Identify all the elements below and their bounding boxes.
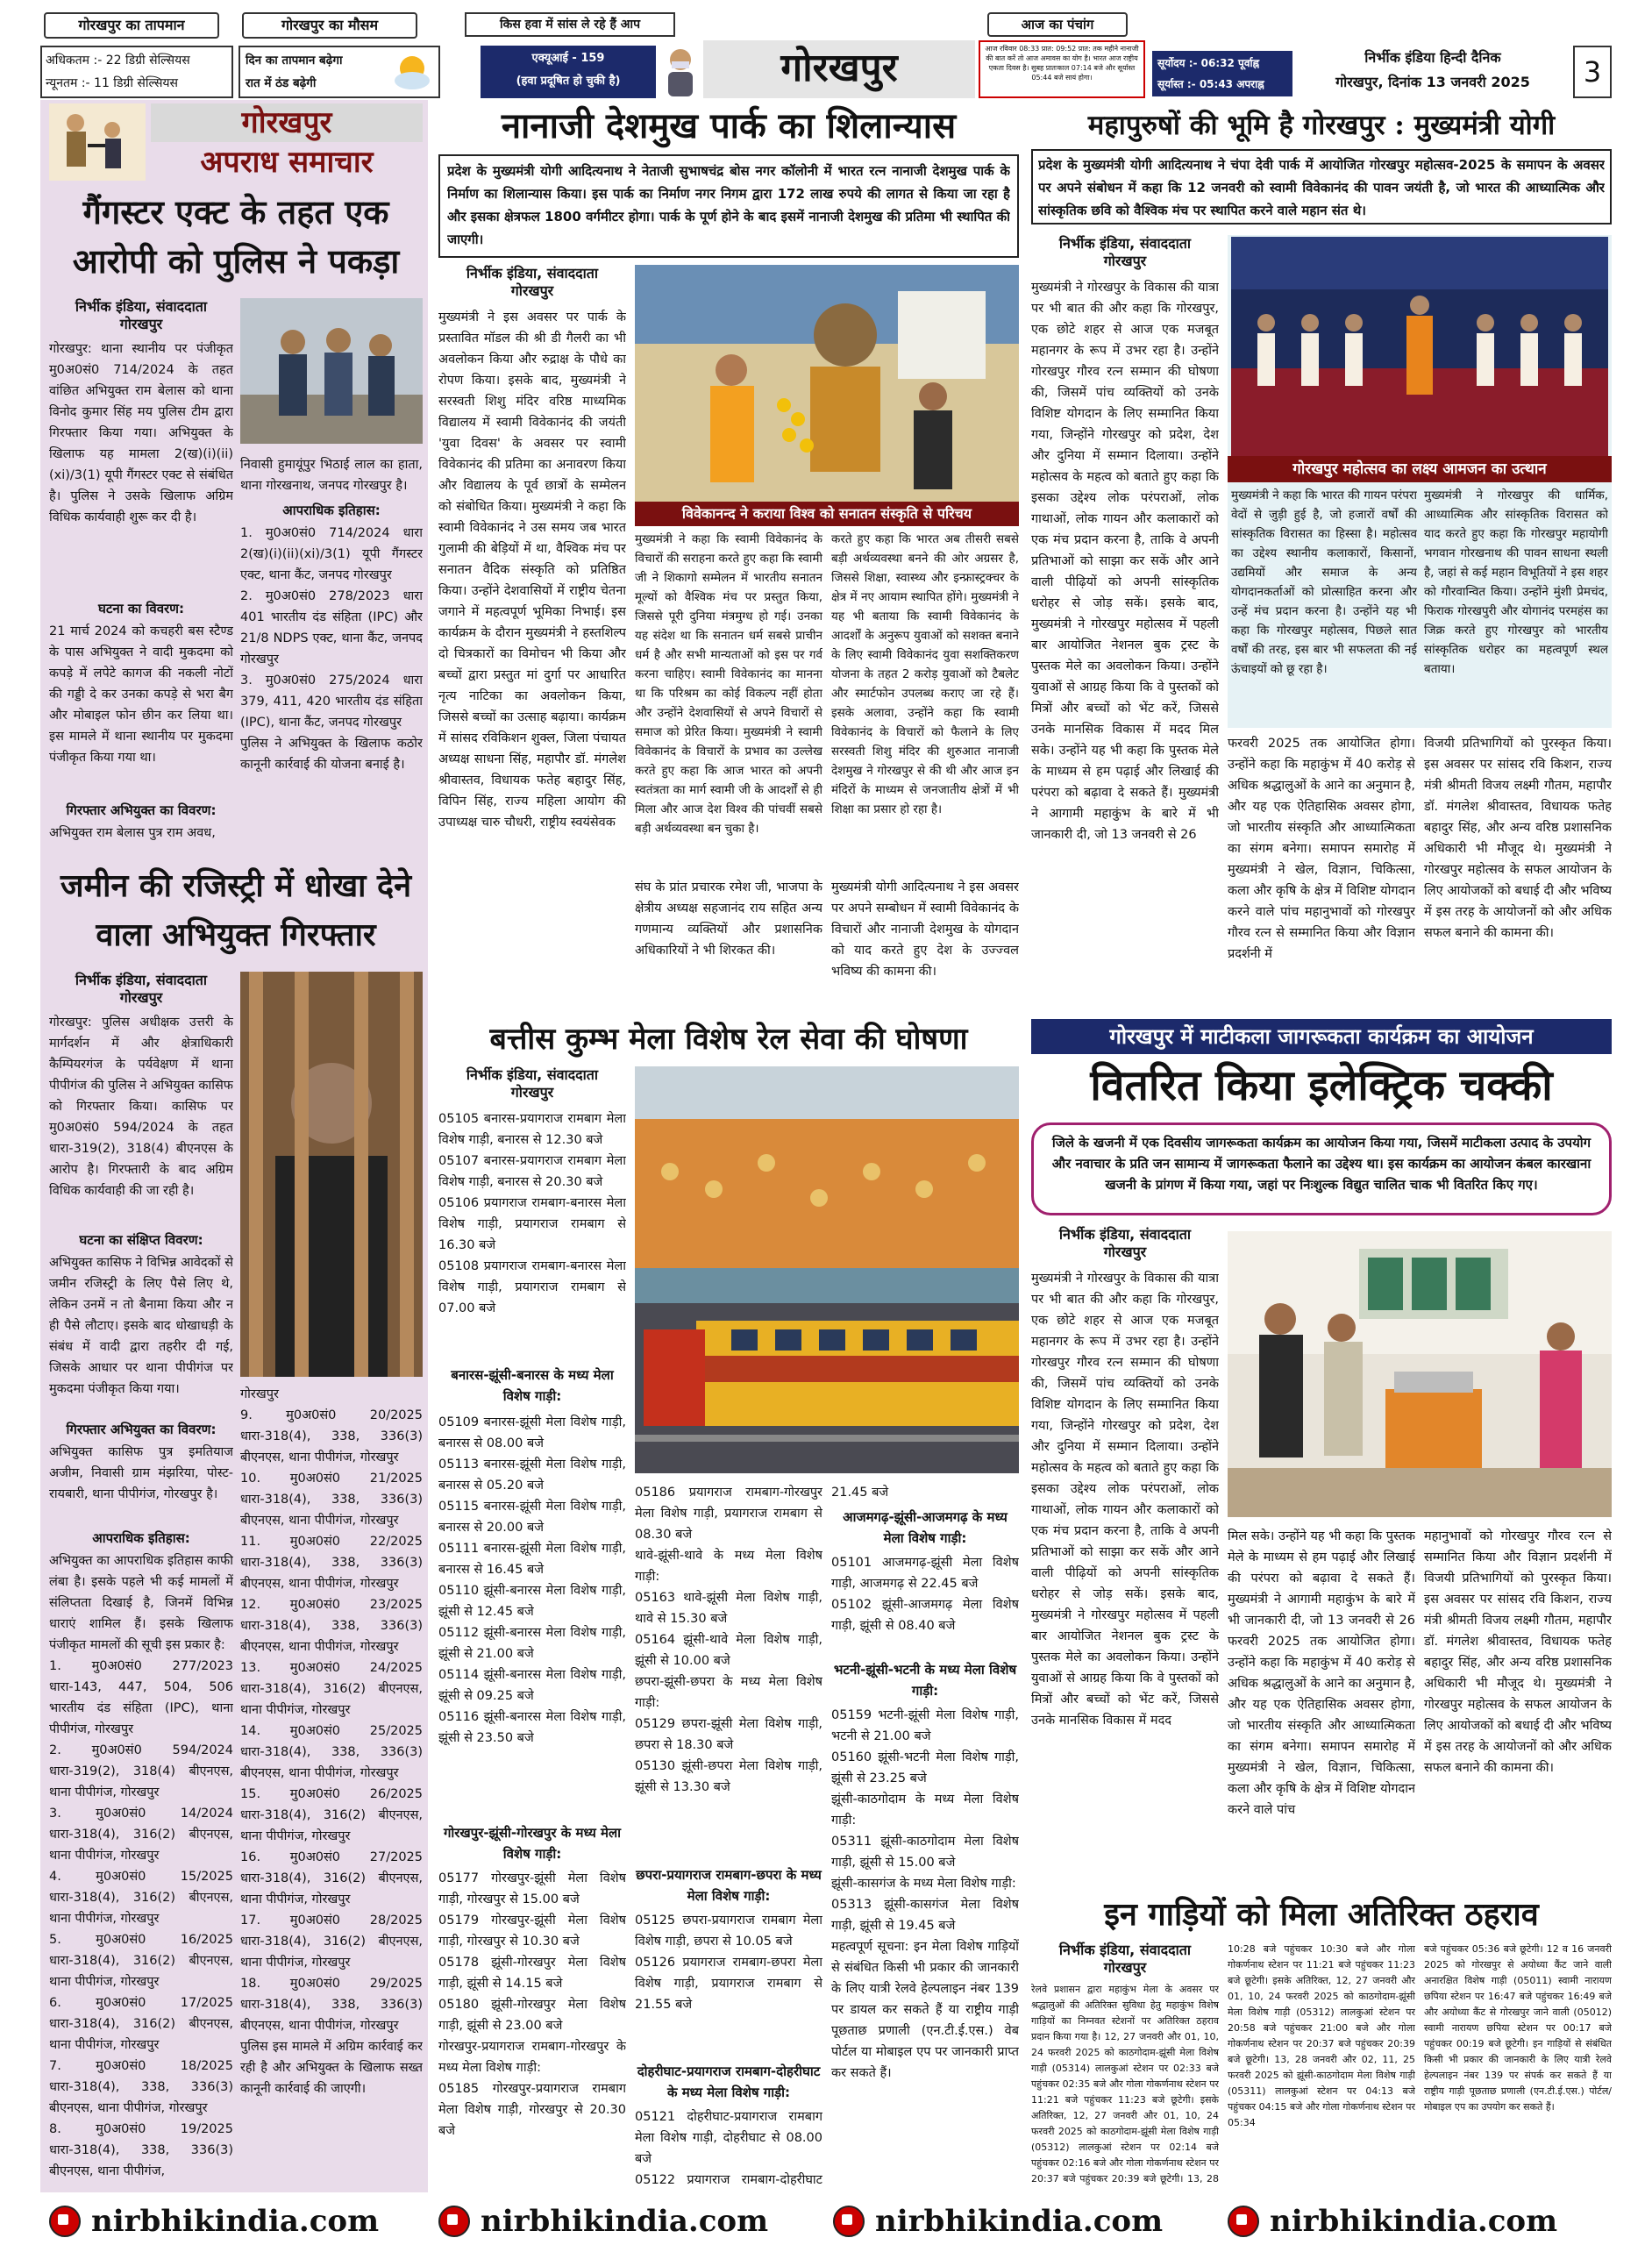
rail-sub1: बनारस-झूंसी-बनारस के मध्य मेला विशेष गाड़ी: bbox=[451, 1367, 614, 1404]
aqi-title: किस हवा में सांस ले रहे हैं आप bbox=[465, 12, 675, 37]
rail-sub6: भटनी-झूंसी-भटनी के मध्य मेला विशेष गाड़ी: bbox=[833, 1662, 1017, 1699]
crime-banner-line2: अपराध समाचार bbox=[200, 145, 374, 180]
rail-headline: बत्तीस कुम्भ मेला विशेष रेल सेवा की घोषणा bbox=[489, 1022, 968, 1057]
mask-person-icon bbox=[661, 46, 700, 98]
rail-col2b: 05125 छपरा-प्रयागराज रामबाग मेला विशेष गाड़ी, छपरा से 10.05 बजे 05126 प्रयागराज रामबाग-छपरा मेला विशेष गाड़ी, प्रयागराज रामबाग से 21.55 बजे bbox=[635, 1914, 822, 2012]
rail-col1: 05105 बनारस-प्रयागराज रामबाग मेला विशेष गाड़ी, बनारस से 12.30 बजे 05107 बनारस-प्रयागराज रामबाग मेला विशेष गाड़ी, बनारस से 20.30 बजे 05106 प्रयागराज रामबाग-बनारस मेला विशेष गाड़ी, प्रयागराज रामबाग से 16.30 बजे 05108 प्रयागराज रामबाग-बनारस मेला विशेष गाड़ी, प्रयागराज रामबाग से 07.00 बजे bbox=[438, 1112, 626, 1315]
yogi-col2b: फरवरी 2025 तक आयोजित होगा। उन्होंने कहा कि महाकुंभ में 40 करोड़ से अधिक श्रद्धालुओं के आने का अनुमान है, और यह एक ऐतिहासिक अवसर होगा, जो भारतीय संस्कृति और आध्यात्मिकता का संगम बनेगा। समापन समारोह में मुख्यमंत्री ने खेल, विज्ञान, चिकित्सा, कला और कृषि के क्षेत्र में विशिष्ट योगदान करने वाले पांच महानुभावों को गोरखपुर गौरव रत्न से सम्मानित किया और विज्ञान प्रदर्शनी में bbox=[1228, 737, 1415, 961]
crime-headline-2: जमीन की रजिस्ट्री में धोखा देने वाला अभियुक्त गिरफ्तार bbox=[60, 867, 412, 953]
chakki-summary: जिले के खजनी में एक दिवसीय जागरूकता कार्यक्रम का आयोजन किया गया, जिसमें माटीकला उत्पाद के उपयोग और नवाचार के प्रति जन सामान्य में जागरूकता फैलाने का उद्देश्य था। इस कार्यक्रम का आयोजन कंबल कारखाना खजनी के प्रांगण में किया गया, जहां पर निःशुल्क विद्युत चालित चाक भी वितरित किए गए। bbox=[1051, 1135, 1591, 1193]
masthead bbox=[40, 11, 1612, 98]
footer-url: nirbhikindia.com bbox=[481, 2203, 769, 2239]
nanaji-col3b: मुख्यमंत्री योगी आदित्यनाथ ने इस अवसर पर अपने सम्बोधन में स्वामी विवेकानंद के विचारों और नानाजी देशमुख के योगदान को याद करते हुए देश के उज्ज्वल भविष्य की कामना की। bbox=[831, 880, 1019, 979]
temp-box bbox=[40, 46, 233, 98]
chakki-byline bbox=[1031, 1226, 1219, 1265]
chakki-kicker: गोरखपुर में माटीकला जागरूकता कार्यक्रम का आयोजन bbox=[1031, 1019, 1612, 1054]
crime-1-accused: अभियुक्त राम बेलास पुत्र राम अवध, bbox=[49, 826, 216, 840]
byline-place: गोरखपुर bbox=[1103, 253, 1147, 269]
crime-2-accused-title: गिरफ्तार अभियुक्त का विवरण: bbox=[66, 1422, 217, 1437]
rail-photo bbox=[635, 1066, 1019, 1473]
halt-byline bbox=[1031, 1942, 1219, 1980]
yogi-col3: मुख्यमंत्री ने गोरखपुर की धार्मिक, आध्यात्मिक और सांस्कृतिक विरासत को याद करते हुए कहा कि गोरखपुर महायोगी भगवान गोरखनाथ की पावन साधना स्थली है, जहां से कई महान विभूतियों ने इस शहर को गौरवान्वित किया। उन्होंने मुंशी प्रेमचंद, फिराक गोरखपुरी और योगानंद परमहंस का जिक्र करते हुए गोरखपुर को भारतीय सांस्कृतिक धरोहर का महत्वपूर्ण स्थल बताया। bbox=[1424, 488, 1608, 676]
halt-col3: बजे पहुंचकर 05:36 बजे छूटेगी। 12 व 16 जनवरी 2025 को गोरखपुर से अयोध्या कैंट जाने वाली अनारक्षित विशेष गाड़ी (05011) स्वामी नारायण छपिया स्टेशन पर 16:47 बजे पहुंचकर 16:49 बजे और अयोध्या कैंट से गोरखपुर जाने वाली (05012) स्वामी नारायण छपिया स्टेशन पर 00:17 बजे पहुंचकर 00:19 बजे छूटेगी। इन गाड़ियों से संबंधित किसी भी प्रकार की जानकारी के लिए यात्री रेलवे हेल्पलाइन नंबर 139 पर संपर्क कर सकते हैं या राष्ट्रीय गाड़ी पूछताछ प्रणाली (एन.टी.ई.एस.) पोर्टल/मोबाइल एप का उपयोग कर सकते हैं। bbox=[1424, 1943, 1612, 2113]
crime-1-history: 1. मु0अ0सं0 714/2024 धारा 2(ख)(i)(ii)(xi)/3(1) यूपी गैंगस्टर एक्ट, थाना कैंट, जनपद गोरखपुर 2. मु0अ0सं0 278/2023 धारा 401 भारतीय दंड संहिता (IPC) और 21/8 NDPS एक्ट, थाना कैंट, जनपद गोरखपुर 3. मु0अ0सं0 275/2024 धारा 379, 411, 420 भारतीय दंड संहिता (IPC), थाना कैंट, जनपद गोरखपुर पुलिस ने अभियुक्त के खिलाफ कठोर कानूनी कार्रवाई की योजना बनाई है। bbox=[240, 526, 423, 772]
footer-site-3[interactable] bbox=[833, 2197, 1184, 2245]
press-logo-icon bbox=[438, 2206, 470, 2237]
crime-2-byline bbox=[49, 972, 233, 1010]
sun-times bbox=[1152, 51, 1292, 96]
nanaji-byline bbox=[438, 265, 626, 303]
crime-2-photo bbox=[240, 972, 423, 1377]
weather-line2: रात में ठंड बढ़ेगी bbox=[246, 76, 317, 90]
yogi-col1: मुख्यमंत्री ने गोरखपुर के विकास की यात्रा पर भी बात की और कहा कि गोरखपुर, एक छोटे शहर से आज एक मजबूत महानगर के रूप में उभर रहा है। उन्होंने गोरखपुर गौरव रत्न सम्मान की घोषणा की, जिसमें पांच व्यक्तियों को उनके विशिष्ट योगदान के लिए सम्मानित किया गया, जिन्होंने गोरखपुर को प्रदेश, देश और दुनिया में सम्मान दिलाया। उन्होंने महोत्सव के महत्व को बताते हुए कहा कि इसका उद्देश्य लोक परंपराओं, लोक गाथाओं, लोक गायन और कलाकारों को एक मंच प्रदान करना है, ताकि वे अपनी प्रतिभाओं को साझा कर सकें और आने वाली पीढ़ियों को अपनी सांस्कृतिक धरोहर से जोड़ सकें। इसके बाद, मुख्यमंत्री ने गोरखपुर महोत्सव में पहली बार आयोजित नेशनल बुक ट्रस्ट के पुस्तक मेले का अवलोकन किया। उन्होंने युवाओं से आग्रह किया कि वे पुस्तकों को मित्रों और बच्चों को भेंट करें, जिससे उनके मानसिक विकास में मदद मिल सके। उन्होंने यह भी कहा कि पुस्तक मेले के माध्यम से हम पढ़ाई और लिखाई की परंपरा को बढ़ावा दे सकते हैं। मुख्यमंत्री ने आगामी महाकुंभ के बारे में भी जानकारी दी, जो 13 जनवरी से 26 bbox=[1031, 281, 1219, 842]
crime-2-history-title: आपराधिक इतिहास: bbox=[92, 1530, 190, 1546]
press-logo-icon bbox=[1228, 2206, 1259, 2237]
crime-1-byline bbox=[49, 298, 233, 337]
nanaji-col3: करते हुए कहा कि भारत अब तीसरी सबसे बड़ी अर्थव्यवस्था बनने की ओर अग्रसर है, जिससे शिक्षा, स्वास्थ्य और इन्फ्रास्ट्रक्चर के क्षेत्र में नए आयाम स्थापित होंगे। मुख्यमंत्री ने यह भी बताया कि स्वामी विवेकानंद के आदर्शों के अनुरूप युवाओं को सशक्त बनाने के लिए स्वामी विवेकानंद युवा सशक्तिकरण योजना के तहत 2 करोड़ युवाओं को टैबलेट और स्मार्टफोन उपलब्ध कराए जा रहे हैं। इसके अलावा, उन्होंने कहा कि स्वामी विवेकानंद के विचारों को फैलाने के लिए सरस्वती शिशु मंदिर की शुरुआत नानाजी देशमुख ने गोरखपुर से की थी और आज इन मंदिरों के माध्यम से जनजातीय क्षेत्रों में भी शिक्षा का प्रसार हो रहा है। bbox=[831, 532, 1019, 816]
rail-sub4: दोहरीघाट-प्रयागराज रामबाग-दोहरीघाट के मध्य मेला विशेष गाड़ी: bbox=[637, 2063, 821, 2100]
crime-headline-1: गैंगस्टर एक्ट के तहत एक आरोपी को पुलिस ने पकड़ा bbox=[72, 192, 400, 281]
weather-title: गोरखपुर का मौसम bbox=[242, 12, 417, 39]
paper-meta bbox=[1301, 46, 1564, 98]
footer-url: nirbhikindia.com bbox=[91, 2203, 380, 2239]
crime-1-body: गोरखपुर: थाना स्थानीय पर पंजीकृत मु0अ0सं0 714/2024 के तहत वांछित अभियुक्त राम बेलास को थाना विनोद कुमार सिंह मय पुलिस टीम द्वारा गिरफ्तार किया गया। अभियुक्त के खिलाफ यह मामला 2(ख)(i)(ii)(xi)/3(1) यूपी गैंगस्टर एक्ट से संबंधित है। पुलिस ने उसके खिलाफ अग्रिम विधिक कार्यवाही शुरू कर दी है। bbox=[49, 342, 233, 524]
nanaji-col2b: संघ के प्रांत प्रचारक रमेश जी, भाजपा के क्षेत्रीय अध्यक्ष सहजानंद राय सहित अन्य गणमान्य व्यक्तियों और प्रशासनिक अधिकारियों ने भी शिरकत की। bbox=[635, 880, 822, 958]
halt-headline: इन गाड़ियों को मिला अतिरिक्त ठहराव bbox=[1104, 1896, 1539, 1933]
dateline: गोरखपुर, दिनांक 13 जनवरी 2025 bbox=[1335, 74, 1530, 90]
crime-1-event: 21 मार्च 2024 को कचहरी बस स्टैण्ड के पास अभियुक्त ने वादी मुकदमा को कपड़े में लपेटे कागज की नकली नोटों की गड्डी दे कर उनका कपड़े से भरा बैग और मोबाइल फोन छीन कर लिया था। इस मामले में थाना स्थानीय पर मुकदमा पंजीकृत किया गया था। bbox=[49, 624, 233, 765]
byline-place: गोरखपुर bbox=[1103, 1244, 1147, 1260]
sunrise: सूर्योदय :- 06:32 पूर्वाह्न bbox=[1157, 57, 1260, 69]
police-illustration bbox=[49, 103, 146, 181]
page-number: 3 bbox=[1573, 46, 1612, 98]
yogi-photo bbox=[1231, 237, 1608, 456]
chakki-col2: मिल सके। उन्होंने यह भी कहा कि पुस्तक मेले के माध्यम से हम पढ़ाई और लिखाई की परंपरा को बढ़ावा दे सकते हैं। मुख्यमंत्री ने आगामी महाकुंभ के बारे में भी जानकारी दी, जो 13 जनवरी से 26 फरवरी 2025 तक आयोजित होगा। उन्होंने कहा कि महाकुंभ में 40 करोड़ से अधिक श्रद्धालुओं के आने का अनुमान है, और यह एक ऐतिहासिक अवसर होगा, जो भारतीय संस्कृति और आध्यात्मिकता का संगम बनेगा। समापन समारोह में मुख्यमंत्री ने खेल, विज्ञान, चिकित्सा, कला और कृषि के क्षेत्र में विशिष्ट योगदान करने वाले पांच bbox=[1228, 1529, 1415, 1817]
footer-site-4[interactable] bbox=[1228, 2197, 1596, 2245]
byline-source: निर्भीक इंडिया, संवाददाता bbox=[75, 298, 208, 315]
min-label: न्यूनतम :- bbox=[46, 76, 90, 90]
crime-2-history: अभियुक्त का आपराधिक इतिहास काफी लंबा है। इसके पहले भी कई मामलों में संलिप्तता दिखाई है, जिनमें विभिन्न धाराएं शामिल हैं। इसके खिलाफ पंजीकृत मामलों की सूची इस प्रकार है: 1. मु0अ0सं0 277/2023 धारा-143, 447, 504, 506 भारतीय दंड संहिता (IPC), थाना पीपीगंज, गोरखपुर 2. मु0अ0सं0 594/2024 धारा-319(2), 318(4) बीएनएस, थाना पीपीगंज, गोरखपुर 3. मु0अ0सं0 14/2024 धारा-318(4), 316(2) बीएनएस, थाना पीपीगंज, गोरखपुर 4. मु0अ0सं0 15/2025 धारा-318(4), 316(2) बीएनएस, थाना पीपीगंज, गोरखपुर 5. मु0अ0सं0 16/2025 धारा-318(4), 316(2) बीएनएस, थाना पीपीगंज, गोरखपुर 6. मु0अ0सं0 17/2025 धारा-318(4), 316(2) बीएनएस, थाना पीपीगंज, गोरखपुर 7. मु0अ0सं0 18/2025 धारा-318(4), 338, 336(3) बीएनएस, थाना पीपीगंज, गोरखपुर 8. मु0अ0सं0 19/2025 धारा-318(4), 338, 336(3) बीएनएस, थाना पीपीगंज, bbox=[49, 1554, 233, 2178]
rail-sub5: आजमगढ़-झूंसी-आजमगढ़ के मध्य मेला विशेष गाड़ी: bbox=[843, 1509, 1008, 1546]
byline-source: निर्भीक इंडिया, संवाददाता bbox=[1058, 1226, 1192, 1243]
yogi-summary: प्रदेश के मुख्यमंत्री योगी आदित्यनाथ ने चंपा देवी पार्क में आयोजित गोरखपुर महोत्सव-2025 के समापन के अवसर पर अपने संबोधन में कहा कि 12 जनवरी को स्वामी विवेकानंद की पावन जयंती है, जो भारत की आध्यात्मिक और सांस्कृतिक छवि को वैश्विक मंच पर स्थापित करने वाले महान संत थे। bbox=[1038, 157, 1605, 218]
byline-source: निर्भीक इंडिया, संवाददाता bbox=[75, 972, 208, 988]
footer-url: nirbhikindia.com bbox=[1270, 2203, 1558, 2239]
nanaji-col1: मुख्यमंत्री ने इस अवसर पर पार्क के प्रस्तावित मॉडल की श्री डी गैलरी का भी अवलोकन किया और रुद्राक्ष के पौधे का रोपण किया। इसके बाद, मुख्यमंत्री ने सरस्वती शिशु मंदिर वरिष्ठ माध्यमिक विद्यालय में स्वामी विवेकानंद की जयंती 'युवा दिवस' के अवसर पर स्वामी विवेकानंद की प्रतिमा का अनावरण किया और विद्यालय के पूर्व छात्रों के सम्मेलन को संबोधित किया। मुख्यमंत्री ने कहा कि स्वामी विवेकानंद ने उस समय जब भारत गुलामी की बेड़ियों में था, वैश्विक मंच पर सनातन वैदिक संस्कृति को प्रतिष्ठित किया। उन्होंने देशवासियों में राष्ट्रीय चेतना जगाने में महत्वपूर्ण भूमिका निभाई। इस कार्यक्रम के दौरान मुख्यमंत्री ने हस्तशिल्प दो चित्रकारों का विमोचन भी किया और बच्चों द्वारा प्रस्तुत मां दुर्गा पर आधारित नृत्य नाटिका का अवलोकन किया, जिससे बच्चों का उत्साह बढ़ाया। कार्यक्रम में सांसद रविकिशन शुक्ल, जिला पंचायत अध्यक्ष साधना सिंह, महापौर डॉ. मंगलेश श्रीवास्तव, विधायक फतेह बहादुर सिंह, विपिन सिंह, राज्य महिला आयोग की उपाध्यक्ष चारु चौधरी, राष्ट्रीय स्वयंसेवक bbox=[438, 310, 626, 830]
nanaji-summary-box bbox=[438, 154, 1019, 258]
byline-place: गोरखपुर bbox=[1103, 1959, 1147, 1976]
weather-line1: दिन का तापमान बढ़ेगा bbox=[246, 53, 343, 68]
byline-place: गोरखपुर bbox=[119, 989, 163, 1006]
yogi-summary-box bbox=[1031, 149, 1612, 224]
temp-box-title: गोरखपुर का तापमान bbox=[44, 12, 219, 39]
byline-place: गोरखपुर bbox=[510, 1084, 554, 1101]
rail-sub2: गोरखपुर-झूंसी-गोरखपुर के मध्य मेला विशेष गाड़ी: bbox=[443, 1825, 622, 1862]
max-value: 22 डिग्री सेल्सियस bbox=[105, 53, 190, 68]
crime-2-history-continued: गोरखपुर 9. मु0अ0सं0 20/2025 धारा-318(4), 338, 336(3) बीएनएस, थाना पीपीगंज, गोरखपुर 10. मु0अ0सं0 21/2025 धारा-318(4), 338, 336(3) बीएनएस, थाना पीपीगंज, गोरखपुर 11. मु0अ0सं0 22/2025 धारा-318(4), 338, 336(3) बीएनएस, थाना पीपीगंज, गोरखपुर 12. मु0अ0सं0 23/2025 धारा-318(4), 338, 336(3) बीएनएस, थाना पीपीगंज, गोरखपुर 13. मु0अ0सं0 24/2025 धारा-318(4), 316(2) बीएनएस, थाना पीपीगंज, गोरखपुर 14. मु0अ0सं0 25/2025 धारा-318(4), 338, 336(3) बीएनएस, थाना पीपीगंज, गोरखपुर 15. मु0अ0सं0 26/2025 धारा-318(4), 316(2) बीएनएस, थाना पीपीगंज, गोरखपुर 16. मु0अ0सं0 27/2025 धारा-318(4), 316(2) बीएनएस, थाना पीपीगंज, गोरखपुर 17. मु0अ0सं0 28/2025 धारा-318(4), 316(2) बीएनएस, थाना पीपीगंज, गोरखपुर 18. मु0अ0सं0 29/2025 धारा-318(4), 338, 336(3) बीएनएस, थाना पीपीगंज, गोरखपुर पुलिस इस मामले में अग्रिम कार्रवाई कर रही है और अभियुक्त के खिलाफ सख्त कानूनी कार्रवाई की जाएगी। bbox=[240, 1387, 423, 2096]
yogi-headline: महापुरुषों की भूमि है गोरखपुर : मुख्यमंत्री योगी bbox=[1087, 110, 1556, 141]
rail-col1c: 05177 गोरखपुर-झूंसी मेला विशेष गाड़ी, गोरखपुर से 15.00 बजे 05179 गोरखपुर-झूंसी मेला विशेष गाड़ी, गोरखपुर से 10.30 बजे 05178 झूंसी-गोरखपुर मेला विशेष गाड़ी, झूंसी से 14.15 बजे 05180 झूंसी-गोरखपुर मेला विशेष गाड़ी, झूंसी से 23.00 बजे गोरखपुर-प्रयागराज रामबाग-गोरखपुर के मध्य मेला विशेष गाड़ी: 05185 गोरखपुर-प्रयागराज रामबाग मेला विशेष गाड़ी, गोरखपुर से 20.30 बजे bbox=[438, 1871, 626, 2138]
rail-col3: 21.45 बजे bbox=[831, 1486, 889, 1500]
rail-sub3: छपरा-प्रयागराज रामबाग-छपरा के मध्य मेला विशेष गाड़ी: bbox=[636, 1867, 822, 1904]
rail-col2c: 05121 दोहरीघाट-प्रयागराज रामबाग मेला विशेष गाड़ी, दोहरीघाट से 08.00 बजे 05122 प्रयागराज रामबाग-दोहरीघाट bbox=[635, 2110, 822, 2187]
rail-byline bbox=[438, 1066, 626, 1105]
byline-source: निर्भीक इंडिया, संवाददाता bbox=[466, 1066, 599, 1083]
halt-col1: रेलवे प्रशासन द्वारा महाकुंभ मेला के अवसर पर श्रद्धालुओं की अतिरिक्त सुविधा हेतु महाकुंभ विशेष गाड़ियों का निम्नवत स्टेशनों पर अतिरिक्त ठहराव प्रदान किया गया है। 12, 27 जनवरी और 01, 10, 24 फरवरी 2025 को काठगोदाम-झूंसी मेला विशेष गाड़ी (05314) लालकुआं स्टेशन पर 02:33 बजे पहुंचकर 02:35 बजे और गोला गोकर्णनाथ स्टेशन पर 11:21 बजे पहुंचकर 11:23 बजे छूटेगी। इसके अतिरिक्त, 12, 27 जनवरी और 01, 10, 24 फरवरी 2025 को काठगोदाम-झूंसी मेला विशेष गाड़ी (05312) लालकुआं स्टेशन पर 02:14 बजे पहुंचकर 02:16 बजे और गोला गोकर्णनाथ स्टेशन पर 20:37 बजे पहुंचकर 20:39 बजे छूटेगी। 13, 28 bbox=[1031, 1984, 1219, 2184]
nanaji-photo bbox=[635, 265, 1019, 503]
crime-1-accused-title: गिरफ्तार अभियुक्त का विवरण: bbox=[66, 802, 217, 818]
chakki-photo bbox=[1228, 1231, 1612, 1517]
crime-1-event-title: घटना का विवरण: bbox=[97, 601, 185, 616]
byline-place: गोरखपुर bbox=[119, 316, 163, 332]
chakki-headline: वितरित किया इलेक्ट्रिक चक्की bbox=[1090, 1061, 1553, 1110]
crime-2-body: गोरखपुर: पुलिस अधीक्षक उत्तरी के मार्गदर्शन में और क्षेत्राधिकारी कैम्पियरगंज के पर्यवेक्षण में थाना पीपीगंज की पुलिस ने अभियुक्त कासिफ को गिरफ्तार किया। कासिफ पर मु0अ0सं0 594/2024 के तहत धारा-319(2), 318(4) बीएनएस के आरोप है। गिरफ्तारी के बाद अग्रिम विधिक कार्यवाही की जा रही है। bbox=[49, 1016, 233, 1198]
crime-2-event: अभियुक्त कासिफ ने विभिन्न आवेदकों से जमीन रजिस्ट्री के लिए पैसे लिए थे, लेकिन उनमें न तो बैनामा किया और न ही पैसे लौटाए। इसके बाद धोखाधड़ी के संबंध में वादी द्वारा तहरीर दी गई, जिसके आधार पर थाना पीपीगंज पर मुकदमा पंजीकृत किया गया। bbox=[49, 1256, 233, 1396]
crime-1-photo-caption: निवासी हुमायूंपुर भिठाई लाल का हाता, थाना गोरखनाथ, जनपद गोरखपुर है। bbox=[240, 458, 423, 493]
footer-site-2[interactable] bbox=[438, 2197, 789, 2245]
nanaji-col2: मुख्यमंत्री ने कहा कि स्वामी विवेकानंद के विचारों की सराहना करते हुए कहा कि स्वामी जी ने शिकागो सम्मेलन में भारतीय सनातन मूल्यों को वैश्विक मंच पर प्रस्तुत किया, जिससे पूरी दुनिया मंत्रमुग्ध हो गई। उनका यह संदेश था कि सनातन धर्म सबसे प्राचीन धर्म है और सभी मान्यताओं को इस पर गर्व करना चाहिए। स्वामी विवेकानंद का मानना था कि परिश्रम का कोई विकल्प नहीं होता और उन्होंने देशवासियों से अपने विचारों से समाज को प्रेरित किया। मुख्यमंत्री ने स्वामी विवेकानंद के विचारों के प्रभाव का उल्लेख करते हुए कहा कि आज भारत को अपनी स्वतंत्रता का मार्ग स्वामी जी के आदर्शों से ही मिला और आज देश विश्व की पांचवीं सबसे बड़ी अर्थव्यवस्था बन चुका है। bbox=[635, 532, 822, 836]
byline-place: गोरखपुर bbox=[510, 282, 554, 299]
panchang-title: आज का पंचांग bbox=[987, 12, 1128, 37]
crime-1-photo bbox=[240, 298, 423, 444]
nanaji-summary: प्रदेश के मुख्यमंत्री योगी आदित्यनाथ ने नेताजी सुभाषचंद्र बोस नगर कॉलोनी में भारत रत्न नानाजी देशमुख पार्क के निर्माण का शिलान्यास किया। इस पार्क का निर्माण नगर निगम द्वारा 172 लाख रुपये की लागत से किया जा रहा है और इसका क्षेत्रफल 1800 वर्गमीटर होगा। पार्क के पूर्ण होने के बाद इसमें नानाजी देशमुख की प्रतिमा भी स्थापित की जाएगी। bbox=[447, 163, 1010, 247]
crime-1-history-title: आपराधिक इतिहास: bbox=[282, 502, 381, 518]
paper-name: निर्भीक इंडिया हिन्दी दैनिक bbox=[1364, 49, 1501, 66]
rail-col3b: 05101 आजमगढ़-झूंसी मेला विशेष गाड़ी, आजमगढ़ से 22.45 बजे 05102 झूंसी-आजमगढ़ मेला विशेष गाड़ी, झूंसी से 08.40 बजे bbox=[831, 1556, 1019, 1633]
yogi-photo-caption: गोरखपुर महोत्सव का लक्ष्य आमजन का उत्थान bbox=[1228, 456, 1612, 482]
sun-cloud-icon bbox=[391, 53, 431, 91]
crime-2-accused: अभियुक्त कासिफ पुत्र इमतियाज अजीम, निवासी ग्राम मंझरिया, पोस्ट-रायबारी, थाना पीपीगंज, गोरखपुर है। bbox=[49, 1445, 233, 1501]
press-logo-icon bbox=[833, 2206, 865, 2237]
yogi-col3b: विजयी प्रतिभागियों को पुरस्कृत किया। इस अवसर पर सांसद रवि किशन, राज्य मंत्री श्रीमती विजय लक्ष्मी गौतम, महापौर डॉ. मंगलेश श्रीवास्तव, विधायक फतेह बहादुर सिंह, और अन्य वरिष्ठ प्रशासनिक अधिकारी भी मौजूद थे। मुख्यमंत्री ने गोरखपुर महोत्सव के सफल आयोजन के लिए आयोजकों को बधाई दी और भविष्य में इस तरह के आयोजनों को और अधिक सफल बनाने की कामना की। bbox=[1424, 737, 1612, 940]
footer-site-1[interactable] bbox=[49, 2197, 400, 2245]
byline-source: निर्भीक इंडिया, संवाददाता bbox=[1058, 235, 1192, 252]
sunset: सूर्यास्त :- 05:43 अपराह्न bbox=[1157, 78, 1264, 90]
footer-url: nirbhikindia.com bbox=[875, 2203, 1164, 2239]
chakki-col1: मुख्यमंत्री ने गोरखपुर के विकास की यात्रा पर भी बात की और कहा कि गोरखपुर, एक छोटे शहर से आज एक मजबूत महानगर के रूप में उभर रहा है। उन्होंने गोरखपुर गौरव रत्न सम्मान की घोषणा की, जिसमें पांच व्यक्तियों को उनके विशिष्ट योगदान के लिए सम्मानित किया गया, जिन्होंने गोरखपुर को प्रदेश, देश और दुनिया में सम्मान दिलाया। उन्होंने महोत्सव के महत्व को बताते हुए कहा कि इसका उद्देश्य लोक परंपराओं, लोक गाथाओं, लोक गायन और कलाकारों को एक मंच प्रदान करना है, ताकि वे अपनी प्रतिभाओं को साझा कर सकें और आने वाली पीढ़ियों को अपनी सांस्कृतिक धरोहर से जोड़ सकें। इसके बाद, मुख्यमंत्री ने गोरखपुर महोत्सव में पहली बार आयोजित नेशनल बुक ट्रस्ट के पुस्तक मेले का अवलोकन किया। उन्होंने युवाओं से आग्रह किया कि वे पुस्तकों को मित्रों और बच्चों को भेंट करें, जिससे उनके मानसिक विकास में मदद bbox=[1031, 1272, 1219, 1728]
aqi-status: (हवा प्रदूषित हो चुकी है) bbox=[516, 75, 621, 88]
crime-banner-line1: गोरखपुर bbox=[151, 103, 423, 142]
weather-box bbox=[239, 46, 440, 98]
chakki-summary-box bbox=[1031, 1122, 1612, 1215]
aqi-value: एक्यूआई - 159 bbox=[531, 52, 605, 65]
press-logo-icon bbox=[49, 2206, 81, 2237]
byline-source: निर्भीक इंडिया, संवाददाता bbox=[466, 265, 599, 282]
rail-col3c: 05159 भटनी-झूंसी मेला विशेष गाड़ी, भटनी से 21.00 बजे 05160 झूंसी-भटनी मेला विशेष गाड़ी, झूंसी से 23.25 बजे झूंसी-काठगोदाम के मध्य मेला विशेष गाड़ी: 05311 झूंसी-काठगोदाम मेला विशेष गाड़ी, झूंसी से 15.00 बजे झूंसी-कासगंज के मध्य मेला विशेष गाड़ी: 05313 झूंसी-कासगंज मेला विशेष गाड़ी, झूंसी से 19.45 बजे महत्वपूर्ण सूचना: इन मेला विशेष गाड़ियों से संबंधित किसी भी प्रकार की जानकारी के लिए यात्री रेलवे हेल्पलाइन नंबर 139 पर डायल कर सकते हैं या राष्ट्रीय गाड़ी पूछताछ प्रणाली (एन.टी.ई.एस.) वेब पोर्टल या मोबाइल एप पर जानकारी प्राप्त कर सकते हैं। bbox=[831, 1708, 1019, 2080]
crime-2-event-title: घटना का संक्षिप्त विवरण: bbox=[79, 1232, 203, 1248]
rail-col2: 05186 प्रयागराज रामबाग-गोरखपुर मेला विशेष गाड़ी, प्रयागराज रामबाग से 08.30 बजे थावे-झूंसी-थावे के मध्य मेला विशेष गाड़ी: 05163 थावे-झूंसी मेला विशेष गाड़ी, थावे से 15.30 बजे 05164 झूंसी-थावे मेला विशेष गाड़ी, झूंसी से 10.00 बजे छपरा-झूंसी-छपरा के मध्य मेला विशेष गाड़ी: 05129 छपरा-झूंसी मेला विशेष गाड़ी, छपरा से 18.30 बजे 05130 झूंसी-छपरा मेला विशेष गाड़ी, झूंसी से 13.30 बजे bbox=[635, 1486, 822, 1794]
min-value: 11 डिग्री सेल्सियस bbox=[94, 76, 179, 90]
chakki-col3: महानुभावों को गोरखपुर गौरव रत्न से सम्मानित किया और विज्ञान प्रदर्शनी में विजयी प्रतिभागियों को पुरस्कृत किया। इस अवसर पर सांसद रवि किशन, राज्य मंत्री श्रीमती विजय लक्ष्मी गौतम, महापौर डॉ. मंगलेश श्रीवास्तव, विधायक फतेह बहादुर सिंह, और अन्य वरिष्ठ प्रशासनिक अधिकारी भी मौजूद थे। मुख्यमंत्री ने गोरखपुर महोत्सव के सफल आयोजन के लिए आयोजकों को बधाई दी और भविष्य में इस तरह के आयोजनों को और अधिक सफल बनाने की कामना की। bbox=[1424, 1529, 1612, 1775]
halt-col2: 10:28 बजे पहुंचकर 10:30 बजे और गोला गोकर्णनाथ स्टेशन पर 11:21 बजे पहुंचकर 11:23 बजे छूटेगी। इसके अतिरिक्त, 12, 27 जनवरी और 01, 10, 24 फरवरी 2025 को काठगोदाम-झूंसी मेला विशेष गाड़ी (05312) लालकुआं स्टेशन पर 20:58 बजे पहुंचकर 21:00 बजे और गोला गोकर्णनाथ स्टेशन पर 20:37 बजे पहुंचकर 20:39 बजे छूटेगी। 13, 28 जनवरी और 02, 11, 25 फरवरी 2025 को झूंसी-काठगोदाम मेला विशेष गाड़ी (05311) लालकुआं स्टेशन पर 04:13 बजे पहुंचकर 04:15 बजे और गोला गोकर्णनाथ स्टेशन पर 05:34 bbox=[1228, 1943, 1415, 2128]
max-label: अधिकतम :- bbox=[46, 53, 103, 68]
byline-source: निर्भीक इंडिया, संवाददाता bbox=[1058, 1942, 1192, 1958]
rail-col1b: 05109 बनारस-झूंसी मेला विशेष गाड़ी, बनारस से 08.00 बजे 05113 बनारस-झूंसी मेला विशेष गाड़ी, बनारस से 05.20 बजे 05115 बनारस-झूंसी मेला विशेष गाड़ी, बनारस से 20.00 बजे 05111 बनारस-झूंसी मेला विशेष गाड़ी, बनारस से 16.45 बजे 05110 झूंसी-बनारस मेला विशेष गाड़ी, झूंसी से 12.45 बजे 05112 झूंसी-बनारस मेला विशेष गाड़ी, झूंसी से 21.00 बजे 05114 झूंसी-बनारस मेला विशेष गाड़ी, झूंसी से 09.25 बजे 05116 झूंसी-बनारस मेला विशेष गाड़ी, झूंसी से 23.50 बजे bbox=[438, 1415, 626, 1745]
crime-banner bbox=[49, 103, 423, 182]
yogi-byline bbox=[1031, 235, 1219, 274]
city-title: गोरखपुर bbox=[703, 40, 975, 98]
nanaji-headline: नानाजी देशमुख पार्क का शिलान्यास bbox=[501, 105, 957, 146]
yogi-col2: मुख्यमंत्री ने कहा कि भारत की गायन परंपरा वेदों से जुड़ी हुई है, जो हजारों वर्षों की सांस्कृतिक विरासत का हिस्सा है। महोत्सव का उद्देश्य स्थानीय कलाकारों, किसानों, उद्यमियों और समाज के अन्य योगदानकर्ताओं को प्रोत्साहित करना और उन्हें मंच प्रदान करना है। उन्होंने यह भी कहा कि गोरखपुर महोत्सव, पिछले सात वर्षों की तरह, इस बार भी सफलता की नई ऊंचाइयों को छू रहा है। bbox=[1231, 488, 1417, 676]
nanaji-photo-caption: विवेकानन्द ने कराया विश्व को सनातन संस्कृति से परिचय bbox=[635, 502, 1019, 526]
panchang-box: आज रविवार 08:33 प्रात: 09:52 प्रात: तक महीने नानाजी की बात करें तो आज अमावस का योग है। भारत आज राष्ट्रीय एकता दिवस है। सुबह प्रातःकाल 07:14 बजे और सूर्यास्त 05:44 बजे सायं होगा। bbox=[979, 40, 1145, 98]
aqi-box bbox=[481, 46, 656, 98]
